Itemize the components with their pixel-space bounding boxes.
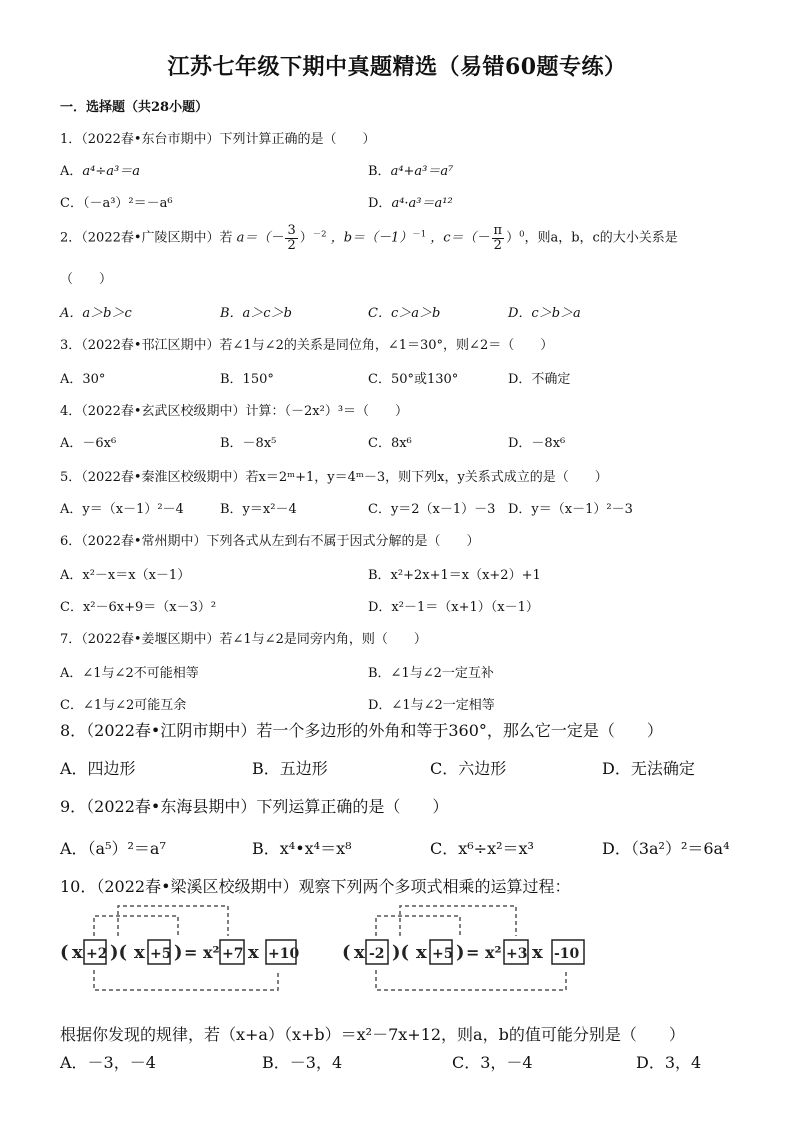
q6-option-b[interactable]: B．x²+2x+1＝x（x+2）+1	[368, 568, 541, 583]
q1-option-d-label: D．	[368, 196, 392, 211]
q8-option-a[interactable]: A．四边形	[60, 759, 136, 778]
q2-frac2-num: π	[493, 223, 503, 238]
q2-a-close: ）	[299, 230, 313, 246]
q9-option-c[interactable]: C．x⁶÷x²＝x³	[430, 839, 534, 858]
q4-option-c[interactable]: C．8x⁶	[368, 436, 412, 451]
q5-option-a[interactable]: A．y＝（x－1）²－4	[60, 502, 184, 517]
q2-option-c[interactable]: C．c＞a＞b	[368, 306, 441, 321]
q9-option-b[interactable]: B．x⁴•x⁴＝x⁸	[252, 839, 352, 858]
multiplication-diagram-2	[340, 890, 600, 1014]
diagram-2-svg	[340, 890, 600, 1010]
q1-option-b-label: B．	[368, 164, 391, 179]
q9-option-d[interactable]: D．（3a²）²＝6a⁴	[602, 839, 730, 858]
q3-option-a[interactable]: A．30°	[60, 372, 106, 387]
question-4-stem: 4．（2022春•玄武区校级期中）计算：（－2x²）³＝（ ）	[60, 404, 409, 419]
multiplication-diagram-1	[58, 890, 318, 1014]
q10-option-b[interactable]: B．－3，4	[262, 1053, 343, 1072]
d2-close: )	[456, 942, 465, 963]
q7-option-c[interactable]: C．∠1与∠2可能互余	[60, 698, 187, 713]
q1-option-c-label: C．	[60, 196, 83, 211]
d2-x2: x	[416, 942, 427, 963]
q2-c-exp: 0	[519, 228, 525, 239]
d2-x1: x	[354, 942, 365, 963]
question-10-stem-2: 根据你发现的规律，若（x+a）（x+b）＝x²－7x+12，则a，b的值可能分别是（ ）	[60, 1025, 685, 1044]
q7-option-b[interactable]: B．∠1与∠2一定互补	[368, 666, 494, 681]
question-1-stem: 1．（2022春•东台市期中）下列计算正确的是（ ）	[60, 132, 376, 147]
q1-option-b-text: a⁴+a³＝a⁷	[390, 164, 454, 179]
q2-frac1-num: 3	[287, 223, 296, 238]
question-5-stem: 5．（2022春•秦淮区校级期中）若x＝2ᵐ+1，y＝4ᵐ－3，则下列x，y关系式成立的是（ ）	[60, 470, 608, 485]
q1-option-c[interactable]	[60, 192, 173, 211]
q1-option-c-text: （－a³）²＝－a⁶	[82, 196, 173, 211]
q9-option-a[interactable]: A．（a⁵）²＝a⁷	[60, 839, 166, 858]
q2-c-eq: ，c＝（－	[430, 230, 490, 246]
d2-b1: -2	[369, 946, 385, 962]
q3-option-b[interactable]: B．150°	[220, 372, 274, 387]
q2-fraction-3-2	[285, 224, 297, 252]
q4-option-b[interactable]: B．－8x⁵	[220, 436, 277, 451]
question-8-stem: 8．（2022春•江阴市期中）若一个多边形的外角和等于360°，那么它一定是（ ）	[60, 721, 663, 740]
q1-option-a-label: A．	[60, 164, 83, 179]
question-2-stem	[60, 224, 678, 252]
q4-option-a[interactable]: A．－6x⁶	[60, 436, 117, 451]
q1-option-a[interactable]	[60, 160, 140, 179]
q2-frac2-den: 2	[493, 237, 502, 253]
q2-a-eq: a＝（－	[236, 230, 284, 246]
q2-option-a[interactable]: A．a＞b＞c	[60, 306, 132, 321]
d1-x3: x	[248, 942, 259, 963]
q1-option-d[interactable]	[368, 192, 453, 211]
q7-option-a[interactable]: A．∠1与∠2不可能相等	[60, 666, 199, 681]
q5-option-b[interactable]: B．y＝x²－4	[220, 502, 297, 517]
question-7-stem: 7．（2022春•姜堰区期中）若∠1与∠2是同旁内角，则（ ）	[60, 632, 427, 647]
q1-option-d-text: a⁴·a³＝a¹²	[391, 196, 453, 211]
q4-option-d[interactable]: D．－8x⁶	[508, 436, 566, 451]
question-9-stem: 9．（2022春•东海县期中）下列运算正确的是（ ）	[60, 797, 449, 816]
d1-open-paren: (	[60, 942, 69, 963]
q2-b-eq: ，b＝（－1）	[330, 230, 413, 246]
question-10-stem: 10．（2022春•梁溪区校级期中）观察下列两个多项式相乘的运算过程：	[60, 877, 571, 896]
d1-b3: +7	[222, 946, 244, 962]
q2-a-exp: －2	[312, 228, 327, 239]
q2-option-b[interactable]: B．a＞c＞b	[220, 306, 292, 321]
section-heading: 一．选择题（共28小题）	[60, 100, 209, 115]
question-3-stem: 3．（2022春•邗江区期中）若∠1与∠2的关系是同位角，∠1＝30°，则∠2＝（ ）	[60, 338, 554, 353]
q8-option-c[interactable]: C．六边形	[430, 759, 507, 778]
q1-option-b[interactable]	[368, 160, 453, 179]
d2-eq: = x²	[466, 943, 502, 962]
q6-option-d[interactable]: D．x²－1＝（x+1）（x－1）	[368, 600, 539, 615]
q10-option-d[interactable]: D．3，4	[636, 1053, 702, 1072]
q6-option-c[interactable]: C．x²－6x+9＝（x－3）²	[60, 600, 217, 615]
q2-option-d[interactable]: D．c＞b＞a	[508, 306, 581, 321]
d1-x2: x	[134, 942, 145, 963]
q5-option-c[interactable]: C．y＝2（x－1）－3	[368, 502, 496, 517]
q2-frac1-den: 2	[287, 237, 296, 253]
q2-fraction-pi-2	[492, 224, 505, 252]
q3-option-c[interactable]: C．50°或130°	[368, 372, 459, 387]
q8-option-b[interactable]: B．五边形	[252, 759, 328, 778]
d2-b3: +3	[506, 946, 528, 962]
q8-option-d[interactable]: D．无法确定	[602, 759, 695, 778]
q6-option-a[interactable]: A．x²－x＝x（x－1）	[60, 568, 191, 583]
q7-option-d[interactable]: D．∠1与∠2一定相等	[368, 698, 495, 713]
q3-option-d[interactable]: D．不确定	[508, 372, 571, 387]
d2-b2: +5	[432, 946, 454, 962]
diagram-1-svg	[58, 890, 318, 1010]
q2-prefix: 2．（2022春•广陵区期中）若	[60, 230, 233, 246]
d1-mid: )(	[110, 942, 128, 963]
q2-suffix: ，则a，b，c的大小关系是	[524, 230, 678, 246]
d2-x3: x	[532, 942, 543, 963]
d2-open-paren: (	[342, 942, 351, 963]
d1-eq: = x²	[184, 943, 220, 962]
question-6-stem: 6．（2022春•常州期中）下列各式从左到右不属于因式分解的是（ ）	[60, 534, 480, 549]
q2-b-exp: －1	[412, 228, 427, 239]
d1-b1: +2	[86, 946, 108, 962]
q5-option-d[interactable]: D．y＝（x－1）²－3	[508, 502, 633, 517]
q10-option-a[interactable]: A．－3，－4	[60, 1053, 156, 1072]
q2-c-close: ）	[506, 230, 520, 246]
d1-b4: +10	[268, 946, 300, 962]
q10-option-c[interactable]: C．3，－4	[452, 1053, 533, 1072]
d1-b2: +5	[150, 946, 172, 962]
d2-b4: -10	[554, 946, 580, 962]
q1-option-a-text: a⁴÷a³＝a	[82, 164, 140, 179]
d2-mid: )(	[392, 942, 410, 963]
q2-paren: （ ）	[60, 272, 113, 287]
d1-x1: x	[72, 942, 83, 963]
page-title: 江苏七年级下期中真题精选（易错60题专练）	[167, 54, 627, 80]
d1-close: )	[174, 942, 183, 963]
